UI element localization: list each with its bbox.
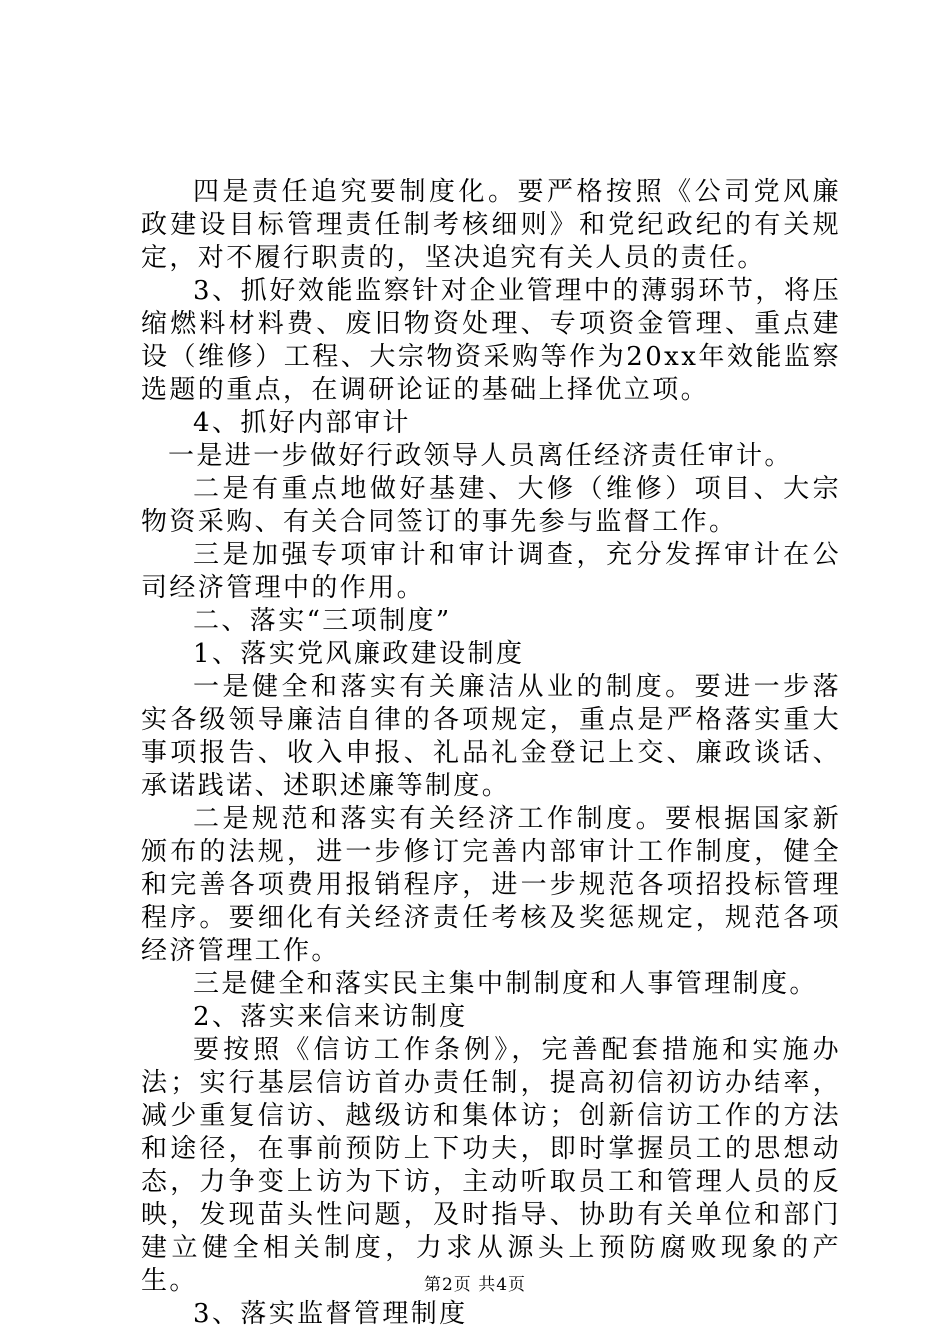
paragraph: 3、抓好效能监察针对企业管理中的薄弱环节，将压缩燃料材料费、废旧物资处理、专项资金管理、重点建设（维修）工程、大宗物资采购等作为20xx年效能监察选题的重点，在调研论证的基础上择优立项。 xyxy=(141,276,841,405)
document-body xyxy=(141,176,841,1331)
paragraph: 四是责任追究要制度化。要严格按照《公司党风廉政建设目标管理责任制考核细则》和党纪政纪的有关规定，对不履行职责的，坚决追究有关人员的责任。 xyxy=(141,177,841,273)
section-heading: 4、抓好内部审计 xyxy=(193,408,411,438)
paragraph: 要按照《信访工作条例》，完善配套措施和实施办法；实行基层信访首办责任制，提高初信初访办结率，减少重复信访、越级访和集体访；创新信访工作的方法和途径，在事前预防上下功夫，即时掌握员工的思想动态，力争变上访为下访，主动听取员工和管理人员的反映，发现苗头性问题，及时指导、协助有关单位和部门建立健全相关制度，力求从源头上预防腐败现象的产生。 xyxy=(141,1035,841,1296)
section-heading: 二、落实“三项制度” xyxy=(193,606,452,636)
section-heading: 2、落实来信来访制度 xyxy=(193,1002,468,1032)
paragraph: 二是规范和落实有关经济工作制度。要根据国家新颁布的法规，进一步修订完善内部审计工作制度，健全和完善各项费用报销程序，进一步规范各项招投标管理程序。要细化有关经济责任考核及奖惩规定，规范各项经济管理工作。 xyxy=(141,804,841,966)
section-heading: 3、落实监督管理制度 xyxy=(193,1299,468,1329)
page-footer xyxy=(0,1270,950,1295)
paragraph: 三是健全和落实民主集中制制度和人事管理制度。 xyxy=(193,969,818,999)
paragraph: 二是有重点地做好基建、大修（维修）项目、大宗物资采购、有关合同签订的事先参与监督工作。 xyxy=(141,474,841,537)
section-heading: 1、落实党风廉政建设制度 xyxy=(193,639,525,669)
paragraph: 三是加强专项审计和审计调查，充分发挥审计在公司经济管理中的作用。 xyxy=(141,540,841,603)
page-number: 第2页 共4页 xyxy=(423,1275,527,1295)
paragraph: 一是进一步做好行政领导人员离任经济责任审计。 xyxy=(168,441,793,471)
paragraph: 一是健全和落实有关廉洁从业的制度。要进一步落实各级领导廉洁自律的各项规定，重点是严格落实重大事项报告、收入申报、礼品礼金登记上交、廉政谈话、承诺践诺、述职述廉等制度。 xyxy=(141,672,841,801)
